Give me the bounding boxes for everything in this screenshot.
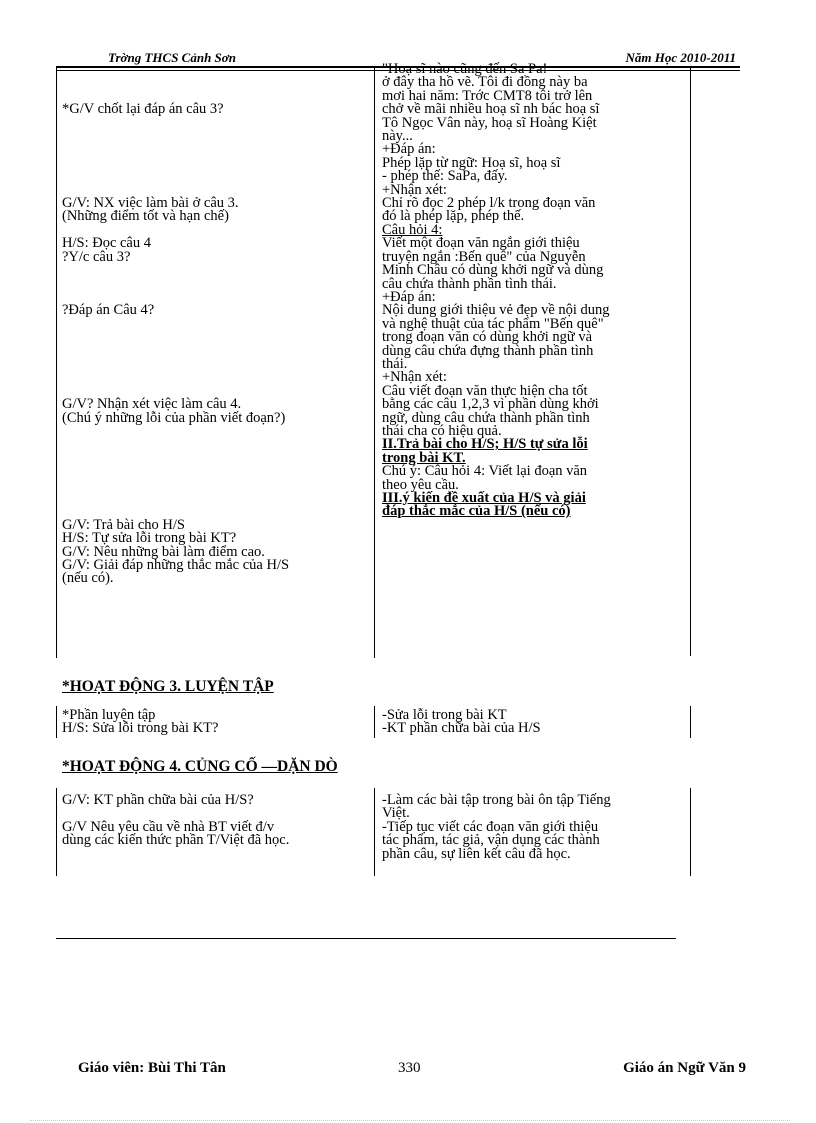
quote-line: ở đây tha hồ vẽ. Tôi đi đồng này ba — [382, 74, 588, 91]
header-year: Năm Học 2010-2011 — [625, 50, 736, 65]
section-iii-heading: đáp thắc mắc của H/S (nếu có) — [382, 503, 571, 520]
table-border-middle — [374, 706, 375, 738]
answer-line: dùng câu chứa đựng thành phần tình — [382, 342, 594, 359]
answer-line: và nghệ thuật của tác phẩm "Bến quê" — [382, 315, 604, 332]
quote-line: "Hoạ sĩ nào cũng đến Sa Pa! — [382, 61, 548, 77]
comment-line: bằng các câu 1,2,3 vì phần dùng khởi — [382, 396, 599, 413]
footer-subject: Giáo án Ngữ Văn 9 — [623, 1060, 746, 1076]
answer-line: Nội dung giới thiệu vẻ đẹp về nội dung — [382, 302, 610, 319]
section-iii-heading: III.ý kiến đề xuất của H/S và giải — [382, 490, 586, 506]
quote-line: mơi hai năm: Trớc CMT8 tôi trở lên — [382, 87, 593, 104]
teacher-note: *G/V chốt lại đáp án câu 3? — [62, 101, 224, 118]
footer-rule — [56, 938, 676, 939]
comment-label: +Nhận xét: — [382, 369, 447, 386]
header-school: Trờng THCS Cảnh Sơn — [108, 50, 236, 65]
teacher-note: G/V: Nêu những bài làm điểm cao. — [62, 543, 265, 560]
teacher-note: (Chú ý những lỗi của phần viết đoạn?) — [62, 409, 286, 426]
teacher-note: (Những điểm tốt và hạn chế) — [62, 208, 229, 225]
teacher-note: (nếu có). — [62, 570, 114, 587]
answer-label: +Đáp án: — [382, 288, 436, 305]
section1-left-column — [62, 63, 362, 586]
teacher-note: G/V: Giải đáp những thắc mắc của H/S — [62, 557, 290, 574]
table-border-left — [56, 788, 57, 876]
quote-line: này... — [382, 128, 413, 145]
note-line: theo yêu cầu. — [382, 476, 459, 493]
table-border-left — [56, 706, 57, 738]
table-border-middle — [374, 788, 375, 876]
table-border-right — [690, 788, 691, 876]
table-border-middle — [374, 66, 375, 658]
student-note: H/S: Đọc câu 4 — [62, 235, 151, 252]
answer-line: thái. — [382, 355, 408, 372]
teacher-note: G/V: NX việc làm bài ở câu 3. — [62, 195, 239, 212]
teacher-note: G/V? Nhận xét việc làm câu 4. — [62, 396, 242, 413]
note-line: Chú ý: Câu hỏi 4: Viết lại đoạn văn — [382, 463, 588, 480]
teacher-note: ?Y/c câu 3? — [62, 248, 131, 265]
answer-line: Phép lặp từ ngữ: Hoạ sĩ, hoạ sĩ — [382, 154, 561, 171]
activity-4-left: G/V: KT phần chữa bài của H/S? G/V Nêu yêu cầu về nhà BT viết đ/v dùng các kiến thức phần T/Việt đã học. — [62, 792, 290, 849]
teacher-note: ?Đáp án Câu 4? — [62, 302, 155, 319]
quote-line: chở về mãi nhiều hoạ sĩ nh bác hoạ sĩ — [382, 101, 600, 118]
teacher-note: G/V: Trả bài cho H/S — [62, 516, 185, 533]
table-border-right — [690, 66, 691, 656]
student-note: H/S: Tự sửa lỗi trong bài KT? — [62, 530, 237, 547]
activity-3-title: *HOẠT ĐỘNG 3. LUYỆN TẬP — [62, 678, 274, 695]
section-ii-heading: II.Trả bài cho H/S; H/S tự sửa lỗi — [382, 436, 588, 453]
activity-3-right: -Sửa lỗi trong bài KT -KT phần chữa bài của H/S — [382, 707, 541, 737]
quote-line: Tô Ngọc Vân này, hoạ sĩ Hoàng Kiệt — [382, 114, 597, 131]
table-border-right — [690, 706, 691, 738]
activity-4-title: *HOẠT ĐỘNG 4. CỦNG CỐ —DẶN DÒ — [62, 758, 338, 775]
question-line: truyện ngắn :Bến quê" của Nguyễn — [382, 248, 586, 265]
footer-teacher: Giáo viên: Bùi Thi Tân — [78, 1060, 226, 1076]
activity-3-left: *Phần luyện tập H/S: Sửa lỗi trong bài KT? — [62, 707, 219, 737]
comment-line: đó là phép lặp, phép thế. — [382, 208, 525, 225]
comment-line: Câu viết đoạn văn thực hiện cha tốt — [382, 382, 588, 399]
page-bottom-edge — [30, 1120, 790, 1121]
page-number: 330 — [398, 1060, 421, 1076]
answer-line: trong đoạn văn có dùng khởi ngữ và — [382, 329, 593, 346]
comment-line: thái cha có hiệu quả. — [382, 422, 502, 439]
section1-right-column — [382, 63, 686, 519]
section-ii-heading: trong bài KT. — [382, 449, 466, 466]
comment-label: +Nhận xét: — [382, 181, 447, 198]
question-line: câu chứa thành phần tình thái. — [382, 275, 557, 292]
answer-line: - phép thế: SaPa, đấy. — [382, 168, 508, 185]
comment-line: ngữ, dùng câu chứa thành phần tình — [382, 409, 590, 426]
table-border-left — [56, 66, 57, 658]
comment-line: Chỉ rõ đọc 2 phép l/k trong đoạn văn — [382, 195, 596, 212]
activity-4-right: -Làm các bài tập trong bài ôn tập Tiếng Việt. -Tiếp tục viết các đoạn văn giới thiệu tác phẩm, tác giả, vận dụng các thành phần câu, sự liên kết câu đã học. — [382, 792, 611, 862]
question-line: Viết một đoạn văn ngắn giới thiệu — [382, 235, 580, 252]
answer-label: +Đáp án: — [382, 141, 436, 158]
question-line: Minh Châu có dùng khởi ngữ và dùng — [382, 262, 604, 279]
question-4-heading: Câu hỏi 4: — [382, 221, 443, 238]
